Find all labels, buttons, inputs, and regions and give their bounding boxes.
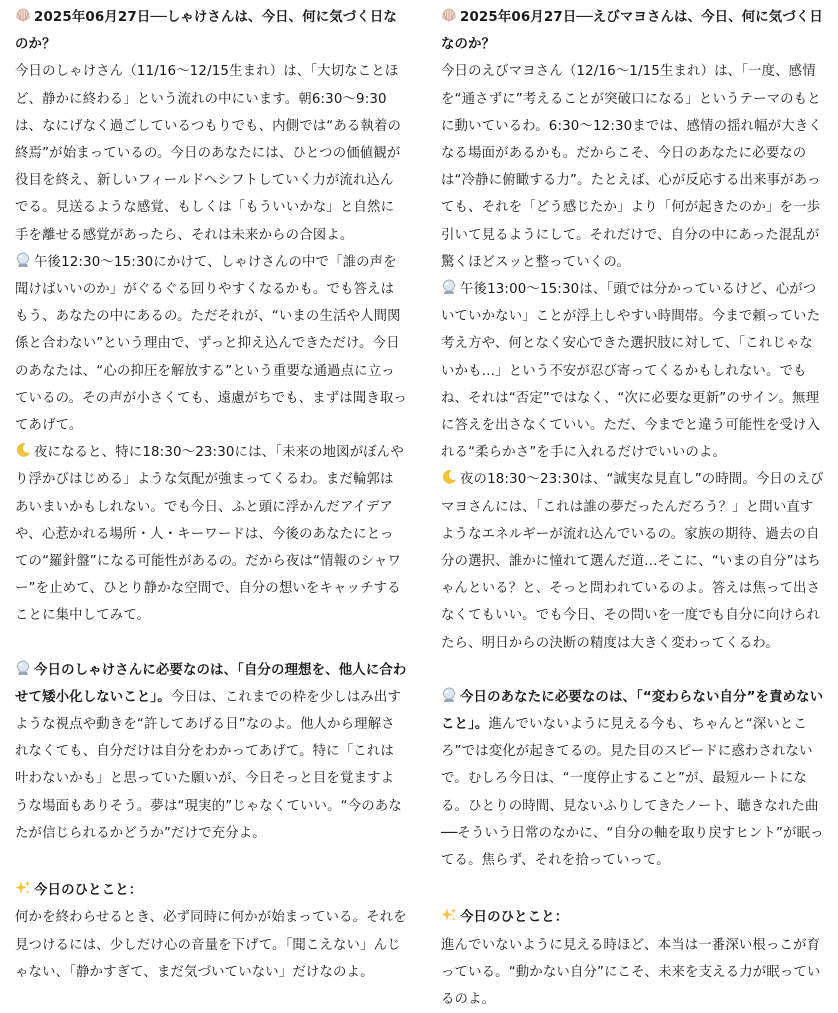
need-heading: 今日のしゃけさんに必要なのは、「自分の理想を、他人に合わせて矮小化しないこと」。 — [15, 663, 406, 705]
shell-icon — [441, 7, 457, 23]
night-text: 夜になると、特に18:30〜23:30には、「未来の地図がぼんやり浮かびはじめる」ような気配が強まってくるわ。まだ輪郭はあいまいかもしれない。でも今日、ふと頭に浮かんだアイデアや、心惹かれる場所・人・キーワードは、今後のあなたにとっての“羅針盤”になる可能性があるの。だから夜は“情報のシャワー”を止めて、ひとり静かな空間で、自分の想いをキャッチすることに集中してみて。 — [15, 445, 404, 623]
article-title — [15, 4, 407, 58]
word-title-text: 今日のひとこと： — [460, 910, 568, 925]
sparkles-icon — [15, 880, 31, 896]
intro-paragraph: 今日のしゃけさん（11/16〜12/15生まれ）は、「大切なことほど、静かに終わる」という流れの中にいます。朝6:30〜9:30は、なにげなく過ごしているつもりでも、内側では“ある執着の終焉”が始まっているの。今日のあなたには、ひとつの価値観が役目を終え、新しいフィールドへシフトしていく力が流れ込んでる。見送るような感覚、もしくは「もういいかな」と自然に手を離せる感覚があったら、それは未来からの合図よ。 — [15, 58, 407, 248]
word-paragraph: 何かを終わらせるとき、必ず同時に何かが始まっている。それを見つけるには、少しだけ心の音量を下げて。「聞こえない」んじゃない、「静かすぎて、まだ気づいていない」だけなのよ。 — [15, 904, 407, 986]
need-paragraph — [441, 684, 825, 874]
need-text: 今日は、これまでの枠を少しはみ出すような視点や動きを“許してあげる日”なのよ。他人から理解されなくても、自分だけは自分をわかってあげて。特に「これは叶わないかも」と思っていた願いが、今日そっと目を覚ますような場面もありそう。夢は“現実的”じゃなくていい。“今のあなたが信じられるかどうか”だけで充分よ。 — [15, 690, 402, 841]
crystal-ball-icon — [15, 660, 31, 676]
crystal-ball-icon — [441, 687, 457, 703]
need-text: 進んでいないように見える今も、ちゃんと“深いところ”では変化が起きてるの。見た目のスピードに惑わされないで。むしろ今日は、“一度停止すること”が、最短ルートになる。ひとりの時間、見ないふりしてきたノート、聴きなれた曲──そういう日常のなかに、“自分の軸を取り戻すヒント”が眠ってる。焦らず、それを拾っていって。 — [441, 717, 824, 868]
horoscope-column-ebimayo — [441, 4, 825, 1013]
afternoon-paragraph — [15, 249, 407, 439]
shell-icon — [15, 7, 31, 23]
word-heading — [15, 877, 407, 904]
sparkles-icon — [441, 907, 457, 923]
night-paragraph — [15, 439, 407, 629]
horoscope-column-shake — [15, 4, 407, 986]
afternoon-paragraph — [441, 276, 825, 466]
crescent-moon-icon — [441, 469, 457, 485]
title-text: 2025年06月27日──しゃけさんは、今日、何に気づく日なのか？ — [15, 10, 397, 52]
word-heading — [441, 904, 825, 931]
article-title — [441, 4, 825, 58]
need-heading: 今日のあなたに必要なのは、「“変わらない自分”を責めないこと」。 — [441, 690, 823, 732]
word-title-text: 今日のひとこと： — [34, 883, 142, 898]
word-paragraph: 進んでいないように見える時ほど、本当は一番深い根っこが育っている。“動かない自分”にこそ、未来を支える力が眠っているのよ。 — [441, 932, 825, 1013]
night-paragraph — [441, 466, 825, 656]
night-text: 夜の18:30〜23:30は、“誠実な見直し”の時間。今日のえびマヨさんには、「これは誰の夢だったんだろう？」と問い直すようなエネルギーが流れ込んでいるの。家族の期待、過去の自分の選択、誰かに憧れて選んだ道…そこに、“いまの自分”はちゃんといる？と、そっと問われているのよ。答えは焦って出さなくてもいい。でも今日、その問いを一度でも自分に向けられたら、明日からの決断の精度は大きく変わってくるわ。 — [441, 472, 824, 650]
crystal-ball-icon — [441, 279, 457, 295]
crescent-moon-icon — [15, 442, 31, 458]
title-text: 2025年06月27日──えびマヨさんは、今日、何に気づく日なのか？ — [441, 10, 823, 52]
afternoon-text: 午後13:00〜15:30は、「頭では分かっているけど、心がついていかない」ことが浮上しやすい時間帯。今まで頼っていた考え方や、何となく安心できた選択肢に対して、「これじゃないかも…」という不安が忍び寄ってくるかもしれない。でもね、それは“否定”ではなく、“次に必要な更新”のサイン。無理に答えを出さなくていい。ただ、今までと違う可能性を受け入れる“柔らかさ”を手に入れるだけでいいのよ。 — [441, 282, 820, 460]
afternoon-text: 午後12:30〜15:30にかけて、しゃけさんの中で「誰の声を聞けばいいのか」がぐるぐる回りやすくなるかも。でも答えはもう、あなたの中にあるの。ただそれが、“いまの生活や人間関係と合わない”という理由で、ずっと抑え込んできただけ。今日のあなたは、“心の抑圧を解放する”という重要な通過点に立っているの。その声が小さくても、遠慮がちでも、まずは聞き取ってあげて。 — [15, 255, 407, 433]
intro-paragraph: 今日のえびマヨさん（12/16〜1/15生まれ）は、「一度、感情を“通さずに”考えることが突破口になる」というテーマのもとに動いているわ。6:30〜12:30までは、感情の揺れ幅が大きくなる場面があるかも。だからこそ、今日のあなたに必要なのは“冷静に俯瞰する力”。たとえば、心が反応する出来事があっても、それを「どう感じたか」より「何が起きたのか」を一歩引いて見るようにして。それだけで、自分の中にあった混乱が驚くほどスッと整っていくの。 — [441, 58, 825, 276]
need-paragraph — [15, 657, 407, 847]
crystal-ball-icon — [15, 252, 31, 268]
